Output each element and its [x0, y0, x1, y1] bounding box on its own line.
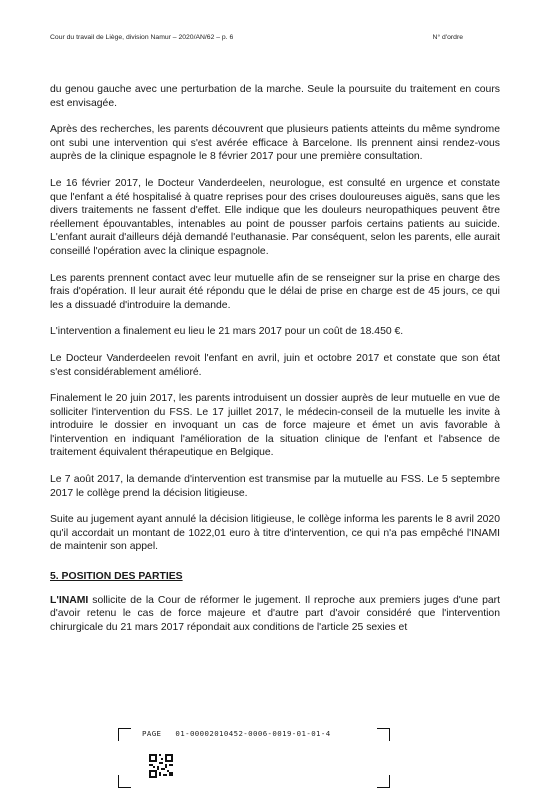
- section-title: 5. POSITION DES PARTIES: [50, 571, 183, 583]
- page-stamp: [118, 728, 390, 788]
- document-body: [50, 83, 500, 647]
- qr-code-icon: [149, 754, 173, 778]
- court-reference: Cour du travail de Liège, division Namur – 2020/AN/62 – p. 6: [50, 34, 234, 41]
- paragraph: Le 7 août 2017, la demande d'intervention est transmise par la mutuelle au FSS. Le 5 septembre 2017 le collège prend la décision litigieuse.: [50, 474, 500, 499]
- section-paragraph: [50, 594, 500, 635]
- ordre-number: N° d'ordre: [432, 34, 463, 41]
- corner-mark: [377, 728, 390, 741]
- corner-mark: [377, 775, 390, 788]
- paragraph: L'intervention a finalement eu lieu le 21 mars 2017 pour un coût de 18.450 €.: [50, 326, 404, 338]
- paragraph: Après des recherches, les parents découvrent que plusieurs patients atteints du même syndrome ont subi une intervention qui s'est avérée efficace à Barcelone. Ils prennent ainsi rendez-vous auprès de la clinique espagnole le 8 février 2017 pour une première consultation.: [50, 124, 500, 163]
- paragraph: Finalement le 20 juin 2017, les parents introduisent un dossier auprès de leur mutuelle en vue de solliciter l'intervention du FSS. Le 17 juillet 2017, le médecin-conseil de la mutuelle les invite à introduire le dossier en invoquant un cas de force majeure et émet un avis favorable à l'intervention en indiquant l'amélioration de la situation clinique de l'enfant et l'absence de traitement équivalent thérapeutique en Belgique.: [50, 393, 500, 459]
- paragraph: Les parents prennent contact avec leur mutuelle afin de se renseigner sur la prise en charge des frais d'opération. Il leur aurait été répondu que le délai de prise en charge est de 45 jours, ce qui les a dissuadé d'introduire la demande.: [50, 272, 500, 311]
- paragraph: du genou gauche avec une perturbation de la marche. Seule la poursuite du traitement en cours est envisagée.: [50, 84, 500, 109]
- page-header: [50, 34, 499, 41]
- page-code-number: 01-00002010452-0006-0019-01-01-4: [175, 729, 331, 738]
- page-label: PAGE: [142, 729, 162, 738]
- paragraph: Le 16 février 2017, le Docteur Vanderdeelen, neurologue, est consulté en urgence et constate que l'enfant a été hospitalisé à quatre reprises pour des crises douloureuses aiguës, sans que les divers traitements ne fassent d'effet. Elle indique que les douleurs neuropathiques peuvent être réellement épouvantables, intenables au point de pousser parfois certains patients au suicide. L'enfant aurait d'ailleurs déjà demandé l'euthanasie. Par conséquent, selon les parents, elle aurait conseillé l'opération avec la clinique espagnole.: [50, 177, 500, 257]
- page-code: [142, 729, 331, 738]
- section-text: sollicite de la Cour de réformer le jugement. Il reproche aux premiers juges d'une part d'avoir retenu le cas de force majeure et d'autre part d'avoir considéré que l'intervention chirurgicale du 21 mars 2017 répondait aux conditions de l'article 25 sexies et: [50, 594, 500, 633]
- corner-mark: [118, 728, 131, 741]
- party-name: L'INAMI: [50, 594, 89, 606]
- paragraph: Le Docteur Vanderdeelen revoit l'enfant en avril, juin et octobre 2017 et constate que son état s'est considérablement amélioré.: [50, 352, 500, 378]
- corner-mark: [118, 775, 131, 788]
- paragraph: Suite au jugement ayant annulé la décision litigieuse, le collège informa les parents le 8 avril 2020 qu'il accordait un montant de 1022,01 euro à titre d'intervention, ce qui n'a pas empêché l'INAMI de maintenir son appel.: [50, 514, 500, 553]
